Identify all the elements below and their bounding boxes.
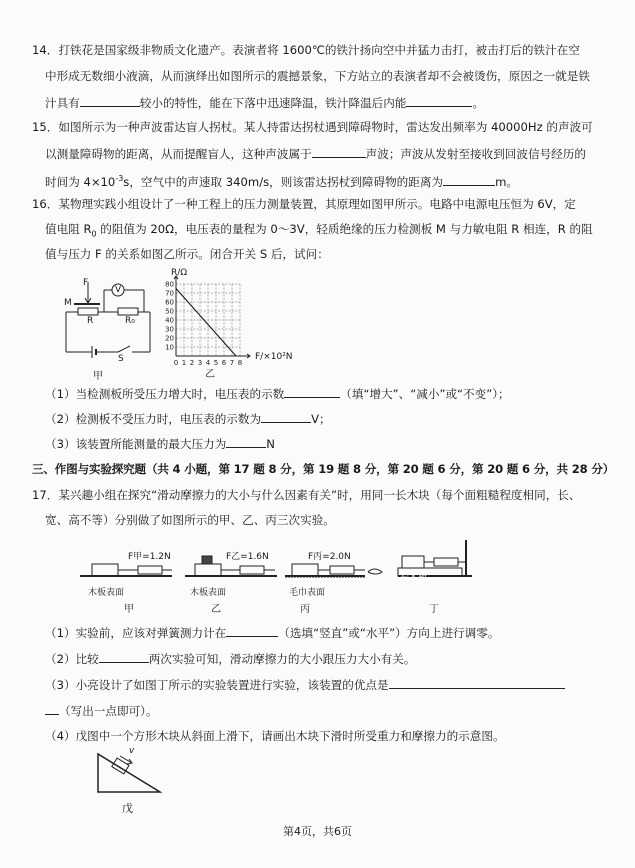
label-resistor-r: R — [87, 316, 94, 326]
label-switch-s: S — [118, 354, 124, 364]
label-velocity-v: v — [129, 746, 135, 756]
incline-diagram — [96, 750, 166, 796]
q16-line2: 值电阻 $R_0$ 的阻值为 20Ω，电压表的量程为 0～3V，轻质绝缘的压力检测板 M 与力敏电阻 R 相连，R 的阻 — [45, 222, 593, 239]
exp-caption-4: 丁 — [429, 604, 439, 615]
q16-blank1[interactable] — [284, 386, 340, 398]
q17-line2: 宽、高不等）分别做了如图所示的甲、乙、丙三次实验。 — [45, 513, 335, 527]
y-tick-label: 70 — [165, 289, 174, 298]
chart-ylabel: R/Ω — [171, 268, 188, 278]
y-tick-label: 20 — [165, 334, 174, 343]
label-force-f: F — [83, 278, 89, 288]
force-label-3: F丙=2.0N — [308, 552, 351, 562]
q14-line3: 汁具有 较小的特性，能在下落中迅速降温，铁汁降温后内能 。 — [45, 96, 485, 110]
q15-line3: 时间为 $4\times 10^{-3}s$，空气中的声速取 340m/s，则该雷达拐杖到障碍物的距离为 m。 — [45, 174, 518, 189]
q16-sub2: （2）检测板不受压力时，电压表的示数为 V； — [45, 412, 331, 426]
exp-caption-3: 丙 — [300, 604, 310, 615]
q16-line1: 16．某物理实践小组设计了一种工程上的压力测量装置，其原理如图甲所示。电路中电源电压恒为 6V，定 — [32, 197, 576, 211]
section-3-title: 三、作图与实验探究题（共 4 小题，第 17 题 8 分，第 19 题 8 分，第 20 题 6 分，第 20 题 6 分，共 28 分） — [32, 462, 615, 476]
force-label-2: F乙=1.6N — [226, 552, 269, 562]
label-plate-m: M — [64, 298, 72, 308]
q17-sub4: （4）戊图中一个方形木块从斜面上滑下，请画出木块下滑时所受重力和摩擦力的示意图。 — [45, 729, 505, 743]
q17-sub2: （2）比较 两次实验可知，滑动摩擦力的大小跟压力大小有关。 — [45, 652, 416, 666]
q15-line2: 以测量障碍物的距离，从而提醒盲人，这种声波属于 声波；声波从发射至接收到回波信号经历的 — [45, 147, 586, 161]
q14-blank1[interactable] — [80, 95, 140, 107]
q14-line2: 中形成无数细小液滴，从而演绎出如图所示的震撼景象，下方站立的表演者却不会被烫伤，原因之一就是铁 — [45, 69, 590, 83]
q17-line1: 17．某兴趣小组在探究“滑动摩擦力的大小与什么因素有关”时，用同一长木块（每个面粗糙程度相同，长、 — [32, 488, 581, 502]
chart-caption: 乙 — [205, 369, 215, 380]
x-tick-label: 8 — [237, 359, 243, 367]
label-resistor-r0: R₀ — [125, 316, 135, 326]
q16-sub1: （1）当检测板所受压力增大时，电压表的示数 （填“增大”、“减小”或“不变”）； — [45, 387, 510, 401]
y-tick-label: 60 — [165, 298, 174, 307]
q17-blank3-cont[interactable] — [45, 703, 59, 715]
q17-sub1: （1）实验前，应该对弹簧测力计在 （选填“竖直”或“水平”）方向上进行调零。 — [45, 626, 500, 640]
incline-caption: 戊 — [122, 802, 133, 815]
q16-blank2[interactable] — [261, 411, 311, 423]
circuit-diagram — [60, 276, 160, 376]
q14-line1: 14．打铁花是国家级非物质文化遗产。表演者将 1600℃的铁汁扬向空中并猛力击打，被击打后的铁汁在空 — [32, 43, 580, 57]
q17-blank1[interactable] — [226, 625, 278, 637]
exp-caption-2: 乙 — [211, 604, 221, 615]
q17-blank3[interactable] — [389, 677, 565, 689]
page-footer: 第4页，共6页 — [283, 825, 352, 838]
surface-label-4: 长木板 — [400, 573, 428, 583]
x-tick-label: 5 — [213, 359, 219, 367]
q17-blank2[interactable] — [99, 651, 149, 663]
q14-blank2[interactable] — [406, 95, 472, 107]
x-tick-label: 6 — [221, 359, 227, 367]
q16-line3: 值与压力 F 的关系如图乙所示。闭合开关 S 后，试问： — [45, 247, 329, 261]
chart-xlabel: F/×10²N — [255, 352, 293, 362]
x-tick-label: 1 — [181, 359, 187, 367]
x-tick-label: 3 — [197, 359, 203, 367]
x-tick-label: 2 — [189, 359, 195, 367]
force-label-1: F甲=1.2N — [128, 552, 171, 562]
x-tick-label: 4 — [205, 359, 211, 367]
y-tick-label: 10 — [165, 343, 174, 352]
label-voltmeter-v: V — [115, 285, 122, 295]
series-line — [176, 289, 236, 357]
q17-sub3-cont: （写出一点即可）。 — [45, 703, 609, 719]
q15-blank2[interactable] — [443, 174, 495, 186]
y-tick-label: 80 — [165, 280, 174, 289]
exp-caption-1: 甲 — [124, 604, 134, 615]
y-tick-label: 50 — [165, 307, 174, 316]
q15-blank1[interactable] — [312, 146, 366, 158]
surface-label-2: 木板表面 — [190, 588, 227, 598]
q15-line1: 15．如图所示为一种声波雷达盲人拐杖。某人持雷达拐杖遇到障碍物时，雷达发出频率为 40000Hz 的声波可 — [32, 120, 593, 134]
q16-sub3: （3）该装置所能测量的最大压力为 N — [45, 437, 275, 451]
q17-sub3: （3）小亮设计了如图丁所示的实验装置进行实验，该装置的优点是 — [45, 677, 609, 693]
x-tick-label: 0 — [173, 359, 179, 367]
x-tick-label: 7 — [229, 359, 235, 367]
y-tick-label: 30 — [165, 325, 174, 334]
circuit-caption: 甲 — [93, 371, 103, 382]
surface-label-1: 木板表面 — [88, 588, 125, 598]
q16-blank3[interactable] — [226, 436, 266, 448]
y-tick-label: 40 — [165, 316, 174, 325]
surface-label-3: 毛巾表面 — [289, 588, 326, 598]
